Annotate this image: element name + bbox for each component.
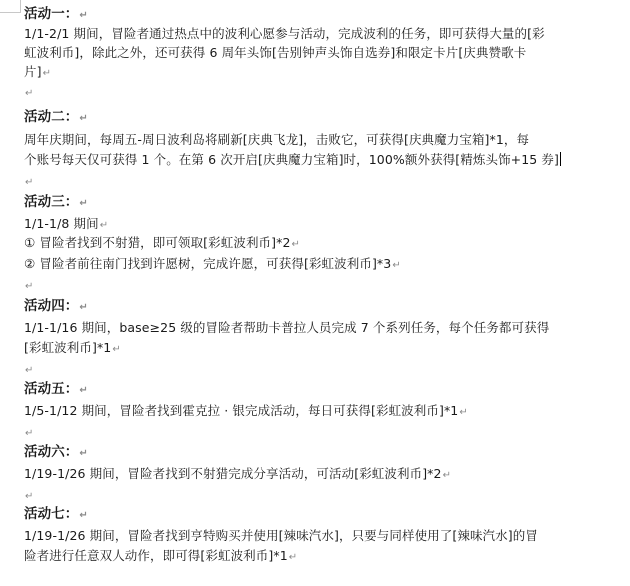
activity-3-line-2: ① 冒险者找到不射猎，即可领取[彩虹波利币]*2↵ — [24, 235, 301, 250]
activity-7-line-1: 1/19-1/26 期间，冒险者找到亨特购买并使用[辣味汽水]，只要与同样使用了[辣味汽水]的冒 — [24, 528, 538, 543]
activity-5-line-1: 1/5-1/12 期间，冒险者找到霍克拉 · 银完成活动，每日可获得[彩虹波利币]*1↵ — [24, 403, 468, 418]
activity-4-title: 活动四：↵ — [24, 298, 88, 314]
activity-4-line-2: [彩虹波利币]*1↵ — [24, 340, 121, 355]
activity-4-line-1: 1/1-1/16 期间，base≥25 级的冒险者帮助卡普拉人员完成 7 个系列任务，每个任务都可获得 — [24, 320, 550, 335]
activity-3-title: 活动三：↵ — [24, 194, 88, 210]
activity-3-line-1: 1/1-1/8 期间↵ — [24, 216, 109, 231]
page-corner-mark — [0, 0, 21, 13]
empty-paragraph: ↵ — [25, 177, 34, 188]
empty-paragraph: ↵ — [25, 281, 34, 292]
activity-1-title: 活动一：↵ — [24, 6, 88, 22]
empty-paragraph: ↵ — [25, 428, 34, 439]
activity-1-line-1: 1/1-2/1 期间，冒险者通过热点中的波利心愿参与活动，完成波利的任务，即可获得大量的[彩 — [24, 26, 545, 41]
text-cursor — [560, 152, 561, 166]
activity-2-line-1: 周年庆期间，每周五-周日波利岛将刷新[庆典飞龙]，击败它，可获得[庆典魔力宝箱]*1，每 — [24, 132, 530, 147]
activity-6-title: 活动六：↵ — [24, 444, 88, 460]
activity-2-title: 活动二：↵ — [24, 109, 88, 125]
activity-2-line-2: 个账号每天仅可获得 1 个。在第 6 次开启[庆典魔力宝箱]时，100%额外获得[精炼头饰+15 券] — [24, 152, 559, 167]
activity-1-line-2: 虹波利币]，除此之外，还可获得 6 周年头饰[告别钟声头饰自选券]和限定卡片[庆典赞歌卡 — [24, 45, 527, 60]
activity-6-line-1: 1/19-1/26 期间，冒险者找到不射猎完成分享活动，可活动[彩虹波利币]*2↵ — [24, 466, 452, 481]
empty-paragraph: ↵ — [25, 365, 34, 376]
activity-1-line-3: 片]↵ — [24, 64, 52, 79]
empty-paragraph: ↵ — [25, 88, 34, 99]
empty-paragraph: ↵ — [25, 491, 34, 502]
activity-7-line-2: 险者进行任意双人动作，即可得[彩虹波利币]*1↵ — [24, 548, 298, 563]
activity-7-title: 活动七：↵ — [24, 506, 88, 522]
activity-3-line-3: ② 冒险者前往南门找到许愿树，完成许愿，可获得[彩虹波利币]*3↵ — [24, 256, 401, 271]
activity-5-title: 活动五：↵ — [24, 381, 88, 397]
